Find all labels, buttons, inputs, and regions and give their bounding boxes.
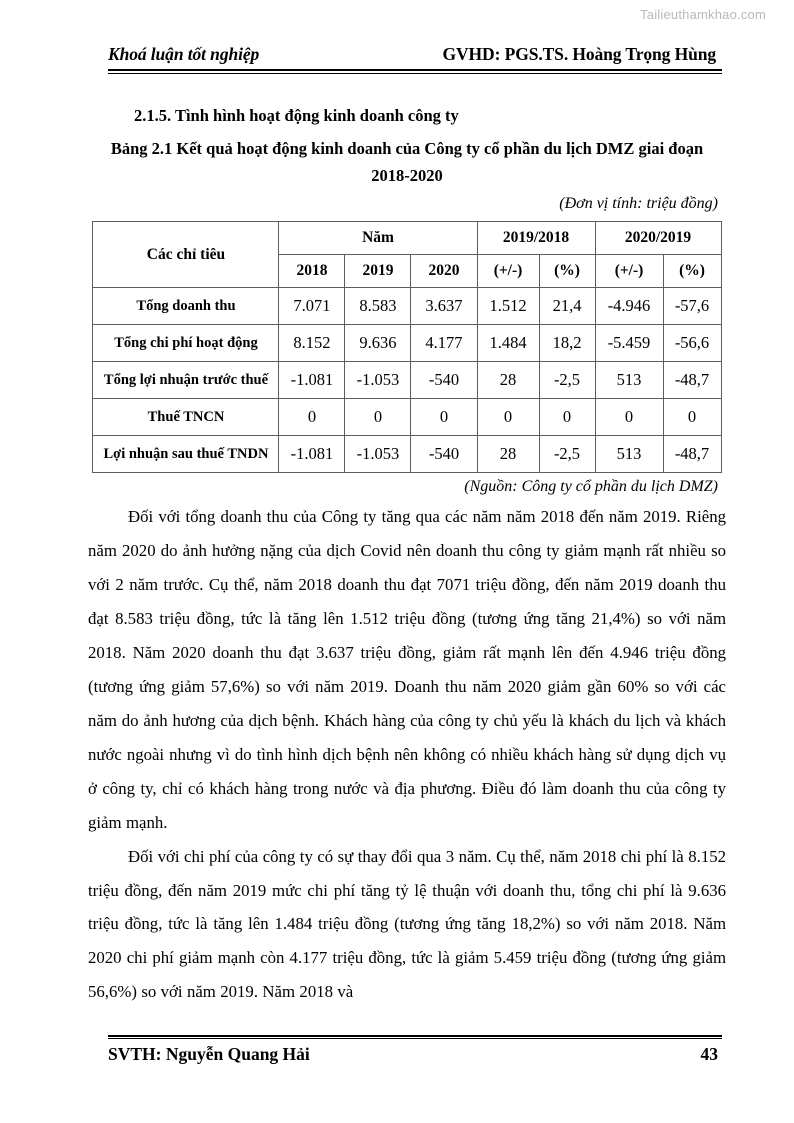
cell-value: -56,6 (663, 325, 721, 362)
running-footer (108, 1035, 722, 1066)
cell-value: 9.636 (345, 325, 411, 362)
cell-value: -2,5 (539, 436, 595, 473)
cell-value: -540 (411, 436, 477, 473)
cell-value: 3.637 (411, 288, 477, 325)
cell-value: -48,7 (663, 436, 721, 473)
header-group-nam: Năm (279, 222, 477, 255)
cell-value: 1.512 (477, 288, 539, 325)
cell-value: 1.484 (477, 325, 539, 362)
row-label: Thuế TNCN (93, 399, 279, 436)
header-group-2019-2018: 2019/2018 (477, 222, 595, 255)
cell-value: 21,4 (539, 288, 595, 325)
cell-value: 4.177 (411, 325, 477, 362)
header-sub-pct-2019-2018: (%) (539, 255, 595, 288)
table-group-header-row (93, 222, 721, 255)
table-row (93, 399, 721, 436)
cell-value: 8.152 (279, 325, 345, 362)
table-row (93, 288, 721, 325)
cell-value: -48,7 (663, 362, 721, 399)
row-label: Tổng chi phí hoạt động (93, 325, 279, 362)
section-heading: 2.1.5. Tình hình hoạt động kinh doanh công ty (134, 106, 459, 125)
watermark: Tailieuthamkhao.com (640, 7, 766, 22)
source-note: (Nguồn: Công ty cổ phần du lịch DMZ) (464, 478, 718, 496)
table-head (93, 222, 721, 288)
cell-value: 0 (411, 399, 477, 436)
body-paragraph: Đối với tổng doanh thu của Công ty tăng qua các năm năm 2018 đến năm 2019. Riêng năm 2020 do ảnh hưởng nặng của dịch Covid nên doanh thu công ty giảm mạnh rất nhiều so với 2 năm trước. Cụ thể, năm 2018 doanh thu đạt 7071 triệu đồng, đến năm 2019 doanh thu đạt 8.583 triệu đồng, tức là tăng lên 1.512 triệu đồng (tương ứng tăng 21,4%) so với năm 2018. Năm 2020 doanh thu đạt 3.637 triệu đồng, giảm rất mạnh lên đến 4.946 triệu đồng (tương ứng giảm 57,6%) so với năm 2019. Doanh thu năm 2020 giảm gần 60% so với các năm do ảnh hương của dịch bệnh. Khách hàng của công ty chủ yếu là khách du lịch và khách nước ngoài nhưng vì do tình hình dịch bệnh nên không có nhiều khách hàng sử dụng dịch vụ ở công ty, chỉ có khách hàng trong nước và địa phương. Điều đó làm doanh thu của công ty giảm mạnh. (88, 507, 726, 832)
header-right-text: GVHD: PGS.TS. Hoàng Trọng Hùng (442, 44, 716, 64)
unit-note: (Đơn vị tính: triệu đồng) (559, 195, 718, 213)
cell-value: 513 (595, 436, 663, 473)
cell-value: -57,6 (663, 288, 721, 325)
cell-value: 18,2 (539, 325, 595, 362)
header-sub-pct-2020-2019: (%) (663, 255, 721, 288)
cell-value: 7.071 (279, 288, 345, 325)
cell-value: 0 (595, 399, 663, 436)
cell-value: -1.081 (279, 436, 345, 473)
business-results-table (92, 221, 721, 473)
page-content (88, 104, 726, 1009)
cell-value: 0 (539, 399, 595, 436)
cell-value: -5.459 (595, 325, 663, 362)
cell-value: -1.081 (279, 362, 345, 399)
header-rule (108, 69, 722, 74)
cell-value: 8.583 (345, 288, 411, 325)
table-row (93, 362, 721, 399)
cell-value: 28 (477, 436, 539, 473)
header-group-2020-2019: 2020/2019 (595, 222, 721, 255)
cell-value: 28 (477, 362, 539, 399)
row-label: Tổng lợi nhuận trước thuế (93, 362, 279, 399)
header-sub-2019: 2019 (345, 255, 411, 288)
header-sub-2018: 2018 (279, 255, 345, 288)
body-paragraph: Đối với chi phí của công ty có sự thay đổi qua 3 năm. Cụ thể, năm 2018 chi phí là 8.152 triệu đồng, đến năm 2019 mức chi phí tăng tỷ lệ thuận với doanh thu, tổng chi phí là 9.636 triệu đồng, tức là tăng lên 1.484 triệu đồng (tương ứng tăng 18,2%) so với năm 2018. Năm 2020 chi phí giảm mạnh còn 4.177 triệu đồng, tức là giảm 5.459 triệu đồng (tương ứng giảm 56,6%) so với năm 2019. Năm 2018 và (88, 846, 726, 1002)
cell-value: -2,5 (539, 362, 595, 399)
footer-author-text: SVTH: Nguyễn Quang Hải (108, 1044, 310, 1064)
table-caption: Bảng 2.1 Kết quả hoạt động kinh doanh của Công ty cổ phần du lịch DMZ giai đoạn 2018-2020 (110, 138, 704, 185)
cell-value: -540 (411, 362, 477, 399)
cell-value: 0 (279, 399, 345, 436)
header-left-text: Khoá luận tốt nghiệp (108, 44, 260, 64)
cell-value: -4.946 (595, 288, 663, 325)
cell-value: 513 (595, 362, 663, 399)
header-label-col: Các chỉ tiêu (93, 222, 279, 288)
page-number: 43 (700, 1044, 718, 1064)
cell-value: 0 (477, 399, 539, 436)
cell-value: 0 (345, 399, 411, 436)
cell-value: -1.053 (345, 362, 411, 399)
header-sub-diff-2019-2018: (+/-) (477, 255, 539, 288)
table-row (93, 436, 721, 473)
header-sub-2020: 2020 (411, 255, 477, 288)
header-sub-diff-2020-2019: (+/-) (595, 255, 663, 288)
cell-value: 0 (663, 399, 721, 436)
row-label: Lợi nhuận sau thuế TNDN (93, 436, 279, 473)
table-row (93, 325, 721, 362)
running-header (108, 44, 722, 74)
cell-value: -1.053 (345, 436, 411, 473)
table-body (93, 288, 721, 473)
row-label: Tổng doanh thu (93, 288, 279, 325)
